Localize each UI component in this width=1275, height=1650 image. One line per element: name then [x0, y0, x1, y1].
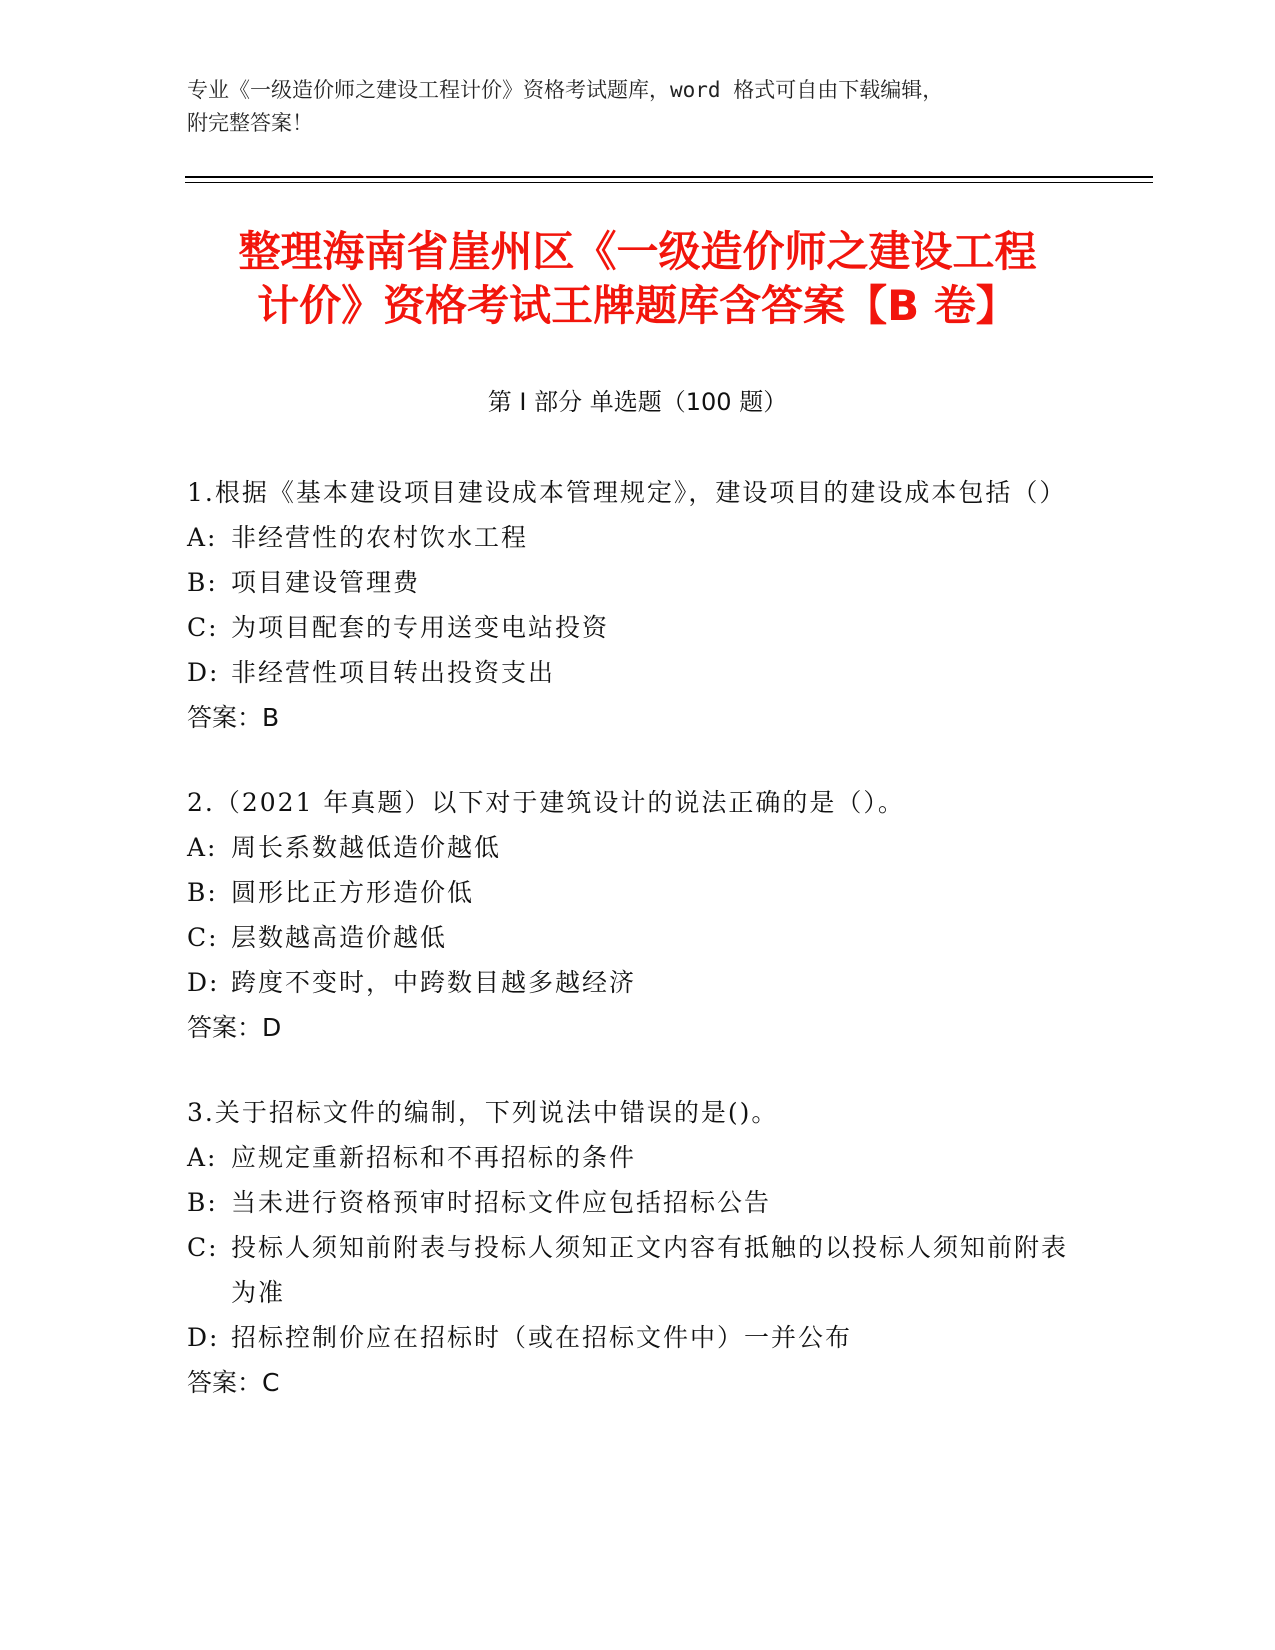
option-key: A: [187, 1143, 218, 1172]
answer-line: 答案：C [187, 1368, 280, 1397]
option-key: D: [187, 1323, 220, 1352]
option-a [187, 825, 1077, 870]
option-text: 当未进行资格预审时招标文件应包括招标公告 [231, 1188, 772, 1217]
option-key: A: [187, 523, 218, 552]
option-a [187, 515, 1077, 560]
option-text: 圆形比正方形造价低 [231, 878, 475, 907]
option-text: 非经营性项目转出投资支出 [231, 658, 556, 687]
option-d [187, 650, 1077, 695]
option-a [187, 1135, 1077, 1180]
option-d [187, 960, 1077, 1005]
header-note-line1: 专业《一级造价师之建设工程计价》资格考试题库，word 格式可自由下载编辑， [187, 78, 944, 102]
option-key: A: [187, 833, 218, 862]
option-key: B: [187, 878, 218, 907]
question-stem: 2.（2021 年真题）以下对于建筑设计的说法正确的是（）。 [187, 788, 905, 817]
option-b [187, 1180, 1077, 1225]
document-title [140, 225, 1135, 333]
header-note-line2: 附完整答案！ [187, 111, 313, 135]
option-key: D: [187, 968, 220, 997]
option-key: B: [187, 568, 218, 597]
option-key: C: [187, 1233, 219, 1262]
document-title-line1: 整理海南省崖州区《一级造价师之建设工程 [238, 227, 1037, 276]
option-d [187, 1315, 1077, 1360]
header-note [187, 74, 1087, 140]
question-1 [187, 470, 1077, 740]
option-b [187, 870, 1077, 915]
option-c [187, 1225, 1077, 1315]
option-text: 层数越高造价越低 [231, 923, 448, 952]
option-text: 应规定重新招标和不再招标的条件 [231, 1143, 637, 1172]
option-text: 周长系数越低造价越低 [231, 833, 502, 862]
answer-line: 答案：D [187, 1013, 282, 1042]
option-c [187, 915, 1077, 960]
option-key: C: [187, 613, 219, 642]
section-title: 第 I 部分 单选题（100 题） [487, 388, 788, 416]
option-text: 跨度不变时，中跨数目越多越经济 [231, 968, 637, 997]
option-text: 项目建设管理费 [231, 568, 421, 597]
option-key: B: [187, 1188, 218, 1217]
option-text: 非经营性的农村饮水工程 [231, 523, 529, 552]
option-key: D: [187, 658, 220, 687]
question-stem: 3.关于招标文件的编制，下列说法中错误的是()。 [187, 1098, 779, 1127]
document-title-line2: 计价》资格考试王牌题库含答案【B 卷】 [257, 281, 1018, 330]
question-2 [187, 780, 1077, 1050]
option-c [187, 605, 1077, 650]
question-list [187, 470, 1077, 1445]
question-3 [187, 1090, 1077, 1405]
header-divider-thin [185, 182, 1153, 183]
option-b [187, 560, 1077, 605]
option-text: 招标控制价应在招标时（或在招标文件中）一并公布 [231, 1323, 853, 1352]
option-text: 投标人须知前附表与投标人须知正文内容有抵触的以投标人须知前附表为准 [231, 1233, 1069, 1307]
header-divider-thick [185, 176, 1153, 178]
option-key: C: [187, 923, 219, 952]
question-stem: 1.根据《基本建设项目建设成本管理规定》，建设项目的建设成本包括（） [187, 478, 1067, 507]
answer-line: 答案：B [187, 703, 280, 732]
option-text: 为项目配套的专用送变电站投资 [231, 613, 610, 642]
